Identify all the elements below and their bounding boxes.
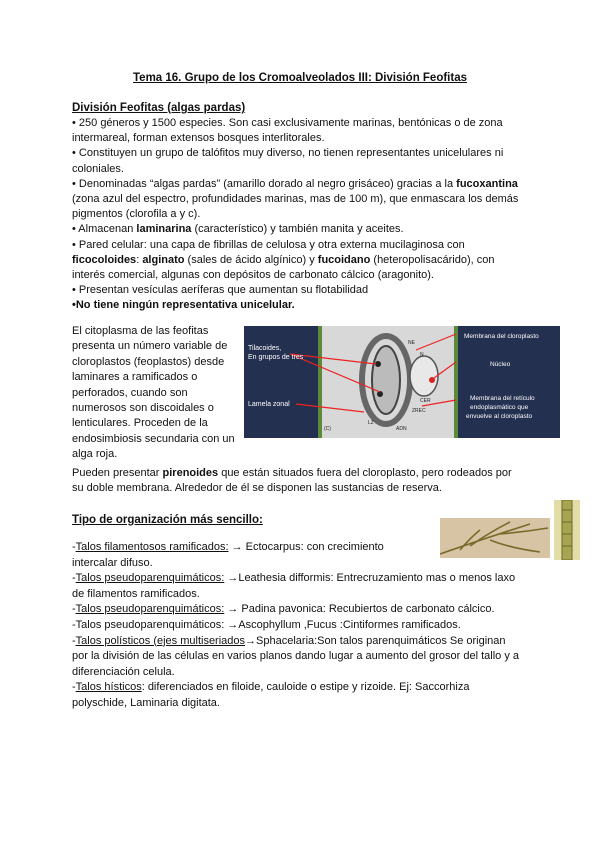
underlined-term: Talos hísticos [75, 681, 142, 694]
list-item-cont: polyschide, Laminaria digitata. [72, 696, 220, 709]
list-item-cont: intercalar difuso. [72, 556, 153, 569]
text-line: laminares a ramificados o [72, 371, 198, 384]
text-line: perforados, cuando son [72, 386, 188, 399]
bold-term: pirenoides [162, 467, 219, 479]
underlined-term: Talos pseudoparenquimáticos: [75, 572, 225, 585]
list-item: -Talos polísticos (ejes multiseriados→Sphacelaria:Son talos parenquimáticos Se originan [72, 634, 506, 647]
bullet-line: • 250 géneros y 1500 especies. Son casi exclusivamente marinas, bentónicas o de zona [72, 117, 503, 129]
text-run: → Ectocarpus: con crecimiento [228, 541, 384, 553]
label-nucleo: Núcleo [490, 361, 511, 368]
pirenoides-paragraph [72, 466, 528, 496]
panel-border-right [454, 326, 458, 438]
underlined-term: Talos polísticos (ejes multiseriados [75, 634, 246, 647]
bullet-line: coloniales. [72, 162, 124, 175]
label-c: (C) [324, 426, 331, 432]
bullet-line [72, 177, 528, 192]
underlined-term: Talos filamentosos ramificados: [75, 541, 229, 553]
text-run: : [136, 253, 143, 266]
bullet-line [72, 222, 528, 237]
text-line: su doble membrana. Alrededor de él se disponen las sustancias de reserva. [72, 482, 442, 495]
text-run: →Leathesia difformis: Entrecruzamiento mas o menos laxo [224, 572, 516, 585]
list-item: -Talos filamentosos ramificados: → Ectocarpus: con crecimiento [72, 541, 384, 553]
text-run: que están situados fuera del cloroplasto, pero rodeados por [218, 467, 512, 479]
bold-term: fucoidano [317, 253, 371, 266]
text-run: → Padina pavonica: Recubiertos de carbonato cálcico. [224, 603, 495, 616]
filament-photo-svg [554, 500, 580, 560]
bullet-line: • Presentan vesículas aeríferas que aumentan su flotabilidad [72, 284, 369, 297]
section-heading-feofitas: División Feofitas (algas pardas) [72, 102, 246, 114]
bullet-line: intermareal, forman extensos bosques interlitorales. [72, 132, 325, 145]
list-item: -Talos pseudoparenquimáticos: → Padina pavonica: Recubiertos de carbonato cálcico. [72, 603, 495, 616]
underlined-term: Talos pseudoparenquimáticos: [75, 603, 225, 616]
filament-photo [554, 500, 580, 560]
nucleus-shape [410, 356, 438, 396]
bold-term: fucoxantina [456, 177, 518, 190]
panel-border-left [318, 326, 322, 438]
label-ne: NE [408, 340, 415, 346]
text-line: cloroplastos (feoplastos) desde [72, 355, 225, 368]
text-run: Pueden presentar [72, 467, 163, 479]
bullet-line: • Constituyen un grupo de talófitos muy diverso, no tienen representantes unicelulares ni [72, 147, 504, 160]
chloroplast-diagram [244, 326, 560, 438]
label-grupos: En grupos de tres [248, 354, 304, 361]
page-title: Tema 16. Grupo de los Cromoalveolados III: División Feofitas [133, 72, 467, 84]
text-line [72, 466, 528, 481]
text-run: →Sphacelaria:Son talos parenquimáticos Se originan [245, 634, 506, 647]
label-lz: LZ [368, 420, 374, 426]
text-line: El citoplasma de las feofitas [72, 325, 209, 337]
text-run: (característico) y también manita y aceites. [191, 223, 404, 236]
list-item-cont: de filamentos ramificados. [72, 587, 200, 600]
label-zrec: ZREC [412, 408, 426, 414]
text-line: presenta un número variable de [72, 340, 228, 353]
label-membrana-reticulo: Membrana del retículo [470, 395, 535, 402]
text-line: alga roja. [72, 448, 118, 461]
label-adn: ADN [396, 426, 407, 432]
label-lamela: Lamela zonal [248, 401, 290, 408]
feofitas-bullets [72, 116, 528, 314]
list-item-cont: por la división de las células en varios planos dando lugar a aumento del grosor del tallo y a [72, 650, 519, 663]
bullet-line: interés comercial, algunas con depósitos de carbonato cálcico (aragonito). [72, 269, 434, 282]
bullet-line: •No tiene ningún representativa unicelular. [72, 299, 295, 312]
text-line: endosimbiosis secundaria con un [72, 432, 235, 445]
bullet-line [72, 253, 528, 268]
bullet-line: pigmentos (clorofila a y c). [72, 208, 201, 221]
list-item-cont: diferenciación celula. [72, 665, 175, 678]
bullet-line: • Pared celular: una capa de fibrillas de celulosa y otra externa mucilaginosa con [72, 238, 465, 251]
label-membrana-reticulo: endoplasmático que [470, 404, 529, 411]
text-run: (sales de ácido algínico) y [184, 253, 318, 266]
chloroplast-inner [372, 346, 400, 414]
text-run: : diferenciados en filoide, cauloide o estipe y rizoide. Ej: Saccorhiza [141, 681, 470, 694]
organization-list [72, 540, 532, 712]
label-membrana-cloroplasto: Membrana del cloroplasto [464, 333, 539, 340]
bold-term: alginato [142, 253, 185, 266]
list-item: -Talos hísticos: diferenciados en filoide, cauloide o estipe y rizoide. Ej: Saccorhiza [72, 681, 470, 694]
list-item: -Talos pseudoparenquimáticos: →Ascophyllum ,Fucus :Cintiformes ramificados. [72, 618, 461, 631]
label-n: N [420, 352, 424, 358]
label-cer: CER [420, 398, 431, 404]
bullet-line: (zona azul del espectro, profundidades marinas, mas de 100 m), que enmascara los demás [72, 193, 519, 206]
text-run: (heteropolisacárido), con [370, 253, 495, 266]
text-line: numerosos son discoidales o [72, 402, 214, 415]
text-run: • Almacenan [72, 223, 137, 236]
text-line: lenticulares. Proceden de la [72, 417, 208, 430]
chloroplast-diagram-svg [244, 326, 560, 438]
cytoplasm-paragraph [72, 324, 242, 463]
text-run: • Denominadas “algas pardas” (amarillo dorado al negro grisáceo) gracias a la [72, 177, 457, 190]
bold-term: ficocoloides [72, 253, 137, 266]
section-heading-organizacion: Tipo de organización más sencillo: [72, 514, 263, 526]
list-item: -Talos pseudoparenquimáticos: →Leathesia difformis: Entrecruzamiento mas o menos laxo [72, 572, 516, 585]
label-tilacoides: Tilacoides, [248, 345, 282, 352]
label-membrana-reticulo: envuelve al cloroplasto [466, 413, 533, 420]
bold-term: laminarina [136, 223, 192, 236]
